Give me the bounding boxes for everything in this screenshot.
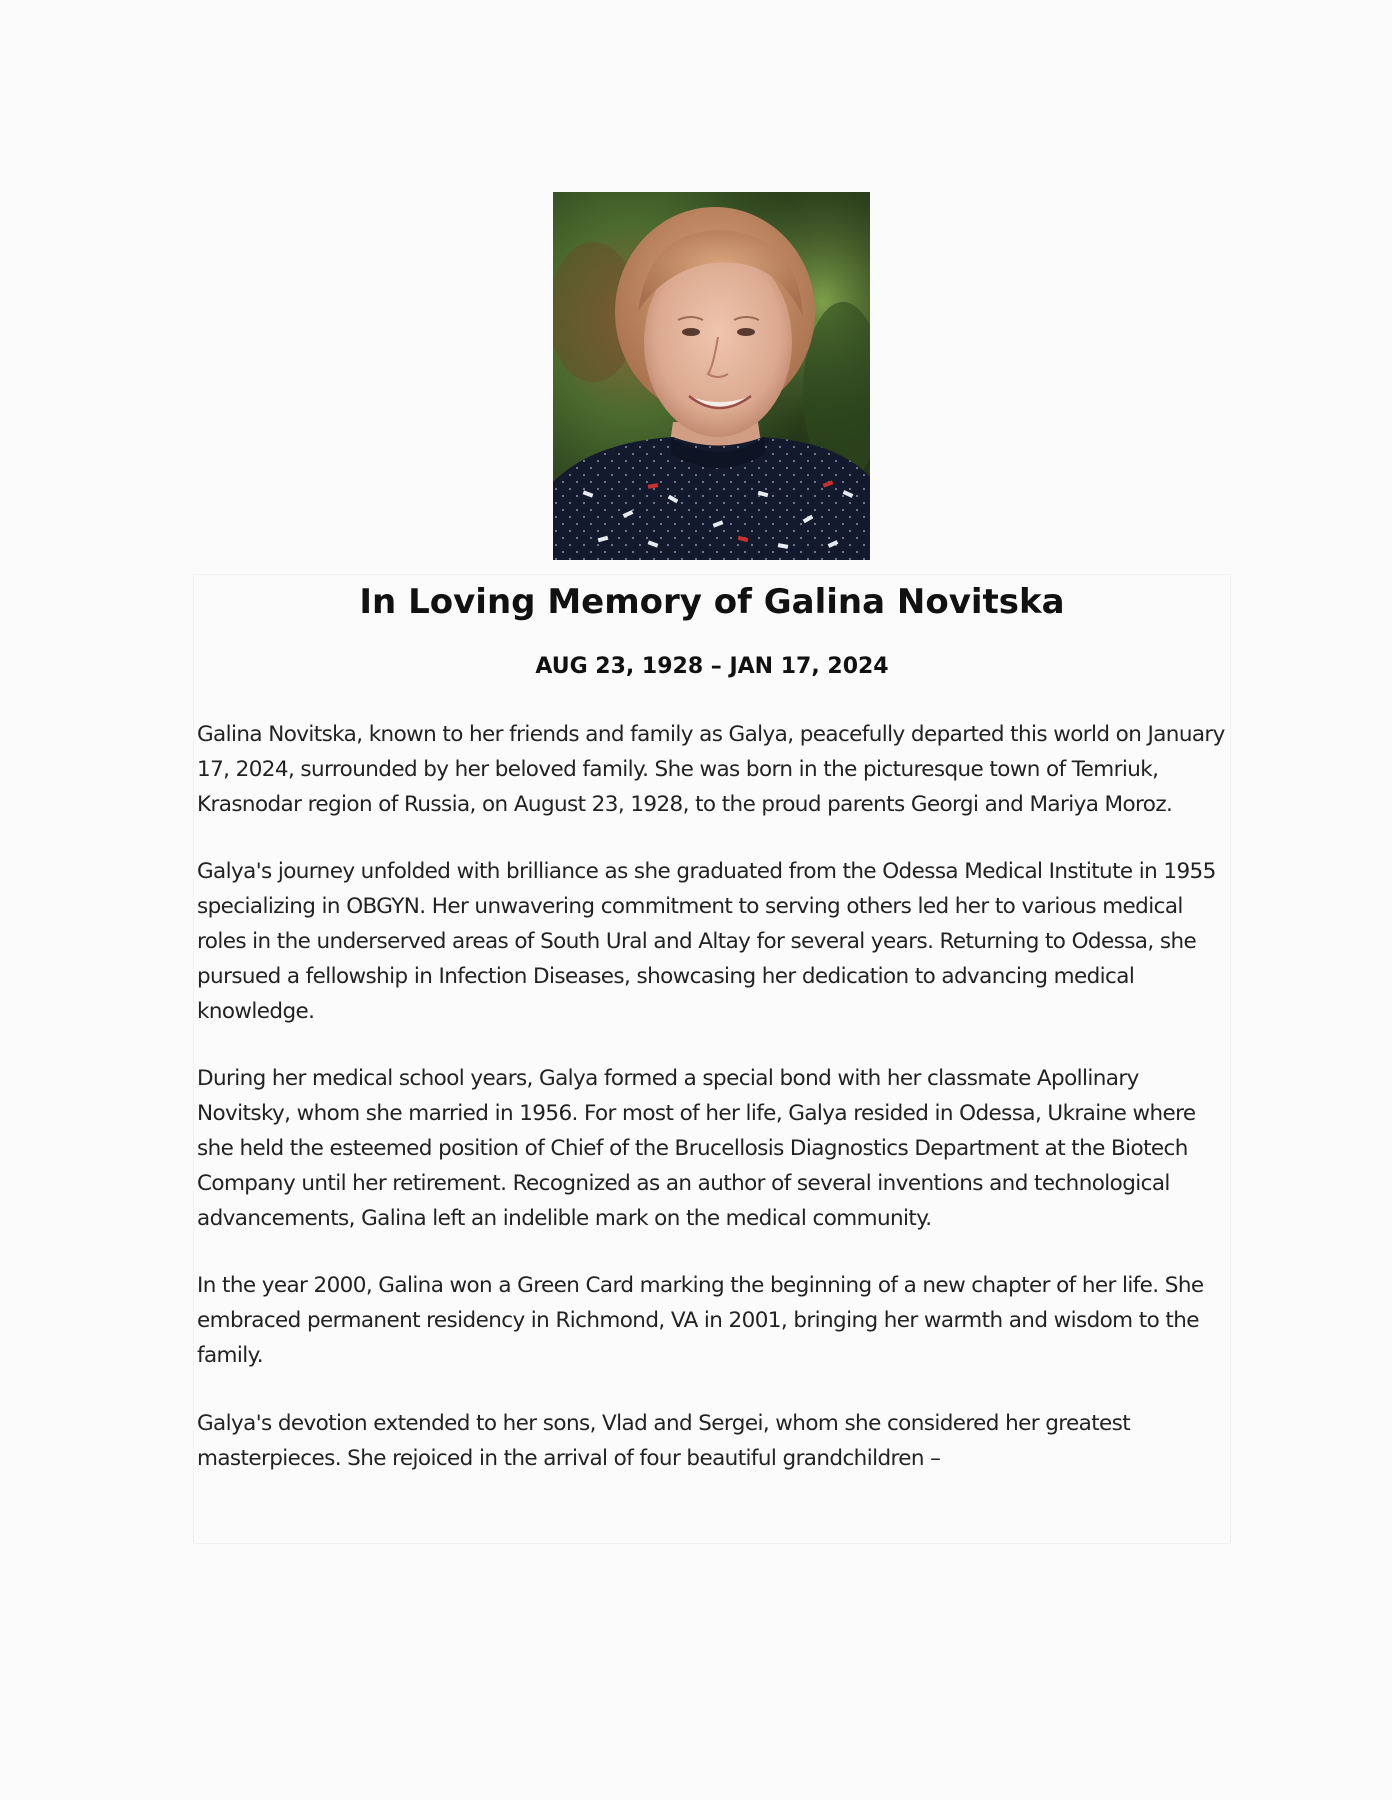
paragraph: Galya's devotion extended to her sons, Vlad and Sergei, whom she considered her greatest masterpieces. She rejoiced in the arrival of four beautiful grandchildren – (197, 1410, 1131, 1471)
paragraph: In the year 2000, Galina won a Green Card marking the beginning of a new chapter of her life. She embraced permanent residency in Richmond, VA in 2001, bringing her warmth and wisdom to the family. (197, 1273, 1204, 1368)
portrait-icon (553, 192, 870, 560)
portrait-photo (553, 192, 870, 560)
obituary-body (197, 718, 1227, 1509)
paragraph: During her medical school years, Galya formed a special bond with her classmate Apollinary Novitsky, whom she married in 1956. For most of her life, Galya resided in Odessa, Ukraine where she held the esteemed position of Chief of the Brucellosis Diagnostics Department at the Biotech Company until her retirement. Recognized as an author of several inventions and technological advancements, Galina left an indelible mark on the medical community. (197, 1066, 1196, 1231)
paragraph: Galya's journey unfolded with brilliance as she graduated from the Odessa Medical Institute in 1955 specializing in OBGYN. Her unwavering commitment to serving others led her to various medical roles in the underserved areas of South Ural and Altay for several years. Returning to Odessa, she pursued a fellowship in Infection Diseases, showcasing her dedication to advancing medical knowledge. (197, 859, 1216, 1024)
paragraph: Galina Novitska, known to her friends and family as Galya, peacefully departed this world on January 17, 2024, surrounded by her beloved family. She was born in the picturesque town of Temriuk, Krasnodar region of Russia, on August 23, 1928, to the proud parents Georgi and Mariya Moroz. (197, 722, 1225, 817)
life-dates: AUG 23, 1928 – JAN 17, 2024 (535, 654, 889, 679)
page-title: In Loving Memory of Galina Novitska (359, 582, 1065, 622)
